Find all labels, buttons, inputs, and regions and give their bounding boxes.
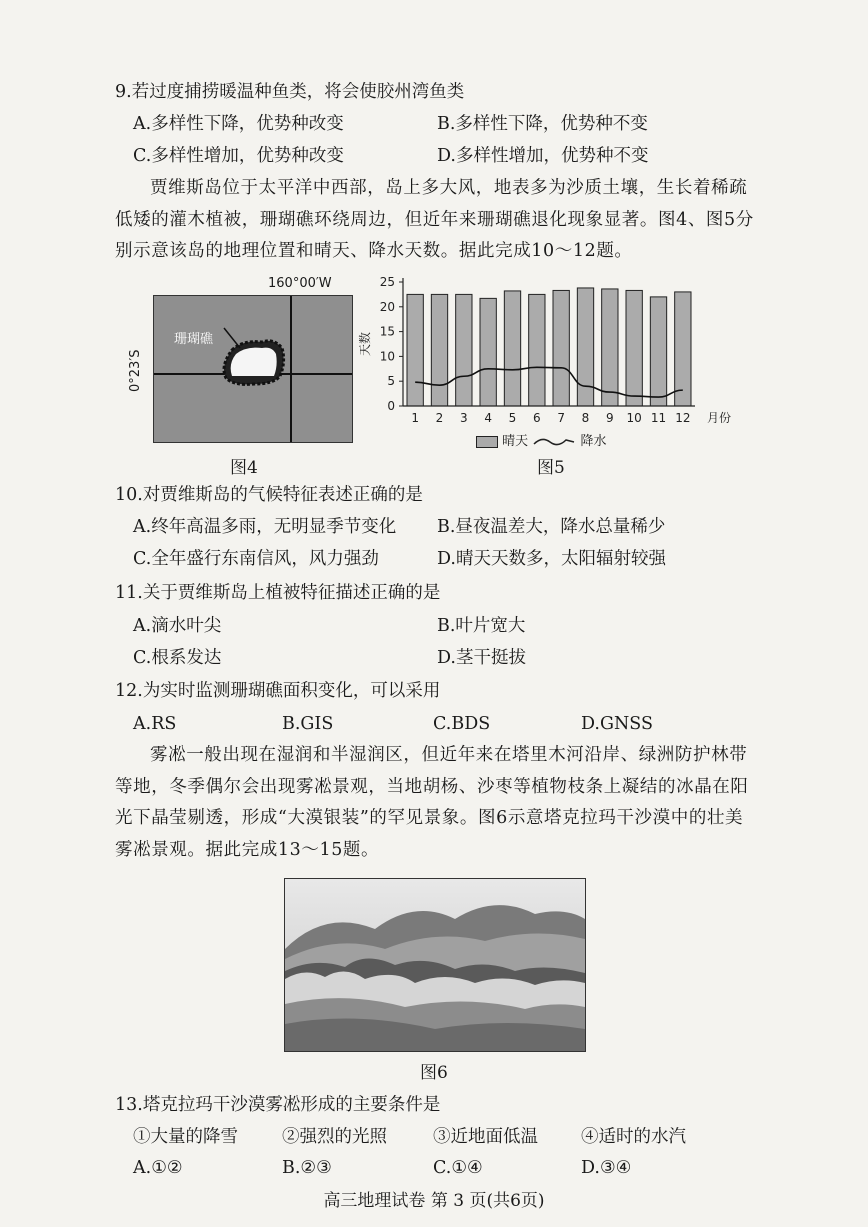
x-tick-label: 10 [626,411,642,425]
bar-sunny-month-8 [577,288,593,406]
q11-option-a: A.滴水叶尖 [133,616,222,636]
fig5-chart [355,268,745,448]
bar-sunny-month-11 [650,297,666,406]
bar-sunny-month-7 [553,290,569,406]
x-tick-label: 4 [484,411,492,425]
q10-option-b: B.昼夜温差大，降水总量稀少 [437,517,666,537]
page-footer: 高三地理试卷 第 3 页(共6页) [323,1191,545,1211]
q13-option-c: C.①④ [433,1158,483,1178]
bar-sunny-month-10 [626,290,642,406]
fig4-map-drawing [154,296,352,442]
fig6-photo [284,878,586,1052]
y-tick-label: 10 [379,349,395,364]
q11-option-d: D.茎干挺拔 [437,648,526,668]
legend-sunny-label: 晴天 [502,434,529,449]
bar-sunny-month-5 [504,291,520,406]
x-tick-label: 1 [411,411,419,425]
legend-bar-swatch [476,436,498,448]
bar-sunny-month-9 [602,289,618,406]
passage-jarvis-island: 贾维斯岛位于太平洋中西部，岛上多大风，地表多为沙质土壤，生长着稀疏低矮的灌木植被，珊瑚礁环绕周边，但近年来珊瑚礁退化现象显著。图4、图5分别示意该岛的地理位置和晴天、降水天数。据此完成10～12题。 [115,178,754,261]
fig4-caption: 图4 [230,458,258,478]
q13-option-d: D.③④ [581,1158,632,1178]
x-tick-label: 6 [533,411,541,425]
q9-option-c: C.多样性增加，优势种改变 [133,146,344,166]
q10-option-c: C.全年盛行东南信风，风力强劲 [133,549,379,569]
y-tick-label: 25 [379,275,395,289]
fig4-reef-label: 珊瑚礁 [174,332,214,347]
bar-sunny-month-4 [480,298,496,406]
bar-sunny-month-1 [407,294,423,406]
q12-option-b: B.GIS [282,714,334,734]
q10-option-a: A.终年高温多雨，无明显季节变化 [133,517,397,537]
q12-stem: 12.为实时监测珊瑚礁面积变化，可以采用 [115,681,441,701]
q9-option-d: D.多样性增加，优势种不变 [437,146,649,166]
q12-option-d: D.GNSS [581,714,653,734]
x-tick-label: 5 [508,411,517,425]
q12-option-c: C.BDS [433,714,491,734]
fig5-caption: 图5 [537,458,565,478]
x-tick-label: 3 [460,411,468,425]
x-tick-label: 12 [675,411,691,425]
q10-stem: 10.对贾维斯岛的气候特征表述正确的是 [115,485,423,505]
bar-sunny-month-12 [675,292,691,406]
x-tick-label: 2 [435,411,444,425]
fig4-latitude-label: 0°23′S [128,349,143,392]
fig6-caption: 图6 [420,1063,448,1083]
q11-option-b: B.叶片宽大 [437,616,526,636]
bar-sunny-month-3 [456,294,472,406]
q11-option-c: C.根系发达 [133,648,222,668]
q13-option-b: B.②③ [282,1158,332,1178]
legend-rain-label: 降水 [580,434,607,449]
q11-stem: 11.关于贾维斯岛上植被特征描述正确的是 [115,583,441,603]
q13-stem: 13.塔克拉玛干沙漠雾凇形成的主要条件是 [115,1095,441,1115]
q13-condition-4: ④适时的水汽 [581,1127,686,1147]
q13-condition-1: ①大量的降雪 [133,1127,238,1147]
y-axis-label: 天数 [358,331,372,357]
x-tick-label: 11 [650,411,667,425]
q12-option-a: A.RS [133,714,177,734]
bar-sunny-month-2 [431,294,447,406]
fig4-map [153,295,353,443]
x-tick-label: 8 [581,411,590,425]
fig6-photo-drawing [285,879,585,1051]
q10-option-d: D.晴天天数多，太阳辐射较强 [437,549,666,569]
x-tick-label: 9 [606,411,614,425]
fig4-longitude-label: 160°00′W [268,276,332,291]
bar-sunny-month-6 [529,294,545,406]
legend-line-swatch [532,436,576,448]
y-tick-label: 20 [379,299,395,314]
x-axis-unit: 月份 [707,411,732,425]
q13-condition-3: ③近地面低温 [433,1127,538,1147]
y-tick-label: 15 [379,324,395,339]
q13-option-a: A.①② [133,1158,183,1178]
x-tick-label: 7 [557,411,565,425]
q9-option-b: B.多样性下降，优势种不变 [437,114,648,134]
y-tick-label: 5 [387,374,395,389]
q9-option-a: A.多样性下降，优势种改变 [133,114,344,134]
y-tick-label: 0 [387,399,395,413]
passage-rime-taklamakan: 雾凇一般出现在湿润和半湿润区，但近年来在塔里木河沿岸、绿洲防护林带等地，冬季偶尔会出现雾凇景观，当地胡杨、沙枣等植物枝条上凝结的冰晶在阳光下晶莹剔透，形成“大漠银装”的罕见景象。图6示意塔克拉玛干沙漠中的壮美雾凇景观。据此完成13～15题。 [115,745,749,860]
q13-condition-2: ②强烈的光照 [282,1127,387,1147]
fig5-legend [476,430,606,449]
q9-stem: 9.若过度捕捞暖温种鱼类，将会使胶州湾鱼类 [115,82,465,102]
